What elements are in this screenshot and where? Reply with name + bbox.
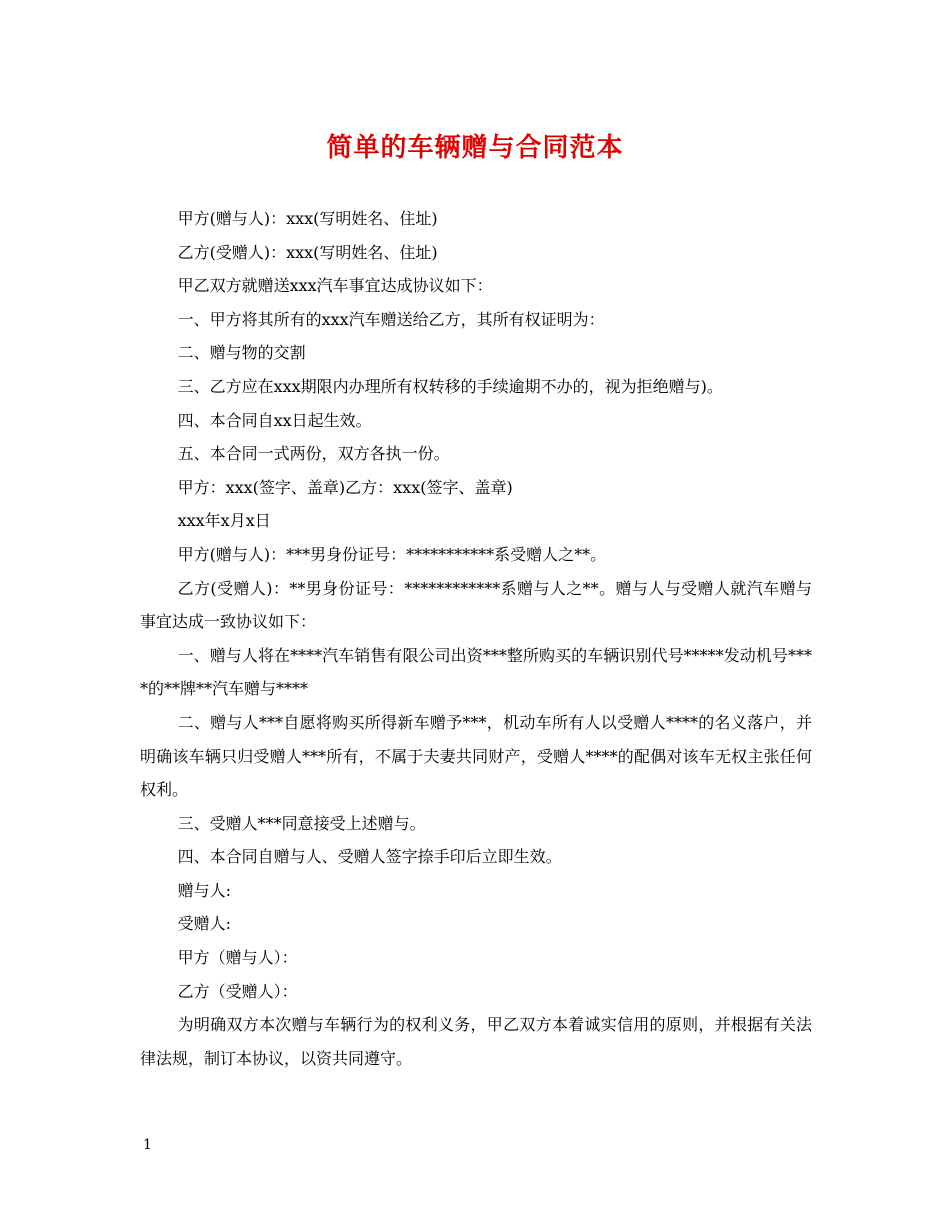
- paragraph: 二、赠与人***自愿将购买所得新车赠予***，机动车所有人以受赠人****的名义落户，并明确该车辆只归受赠人***所有，不属于夫妻共同财产，受赠人****的配偶对该车无权主张任何权利。: [140, 712, 812, 800]
- page-number: 1: [143, 1137, 152, 1153]
- paragraph: 受赠人:: [177, 914, 231, 934]
- paragraph: 甲方：xxx(签字、盖章)乙方：xxx(签字、盖章): [177, 477, 513, 497]
- paragraph: 甲方（赠与人）：: [177, 948, 298, 968]
- paragraph: 一、甲方将其所有的xxx汽车赠送给乙方，其所有权证明为：: [177, 309, 605, 329]
- document-title: 简单的车辆赠与合同范本: [326, 133, 624, 163]
- paragraph: 五、本合同一式两份，双方各执一份。: [177, 444, 450, 464]
- paragraph: 三、受赠人***同意接受上述赠与。: [177, 813, 426, 833]
- paragraph: 乙方(受赠人)：xxx(写明姓名、住址): [177, 242, 438, 262]
- paragraph: 四、本合同自赠与人、受赠人签字捺手印后立即生效。: [177, 847, 562, 867]
- paragraph: 乙方(受赠人)：**男身份证号：************系赠与人之**。赠与人与受赠人就汽车赠与事宜达成一致协议如下：: [140, 578, 812, 632]
- paragraph: 甲乙双方就赠送xxx汽车事宜达成协议如下：: [177, 276, 493, 296]
- paragraph: xxx年x月x日: [177, 511, 271, 531]
- paragraph: 甲方(赠与人)：***男身份证号：***********系受赠人之**。: [177, 544, 607, 564]
- paragraph: 一、赠与人将在****汽车销售有限公司出资***整所购买的车辆识别代号*****发动机号****的**牌**汽车赠与****: [140, 645, 812, 699]
- paragraph: 甲方(赠与人)：xxx(写明姓名、住址): [177, 209, 438, 228]
- paragraph: 二、赠与物的交割: [177, 343, 306, 363]
- paragraph: 乙方（受赠人）：: [177, 981, 298, 1001]
- paragraph: 赠与人:: [177, 880, 231, 900]
- paragraph: 为明确双方本次赠与车辆行为的权利义务，甲乙双方本着诚实信用的原则，并根据有关法律法规，制订本协议，以资共同遵守。: [140, 1015, 812, 1068]
- document-body: [140, 202, 812, 1075]
- paragraph: 四、本合同自xx日起生效。: [177, 410, 372, 430]
- paragraph: 三、乙方应在xxx期限内办理所有权转移的手续逾期不办的，视为拒绝赠与)。: [177, 376, 723, 396]
